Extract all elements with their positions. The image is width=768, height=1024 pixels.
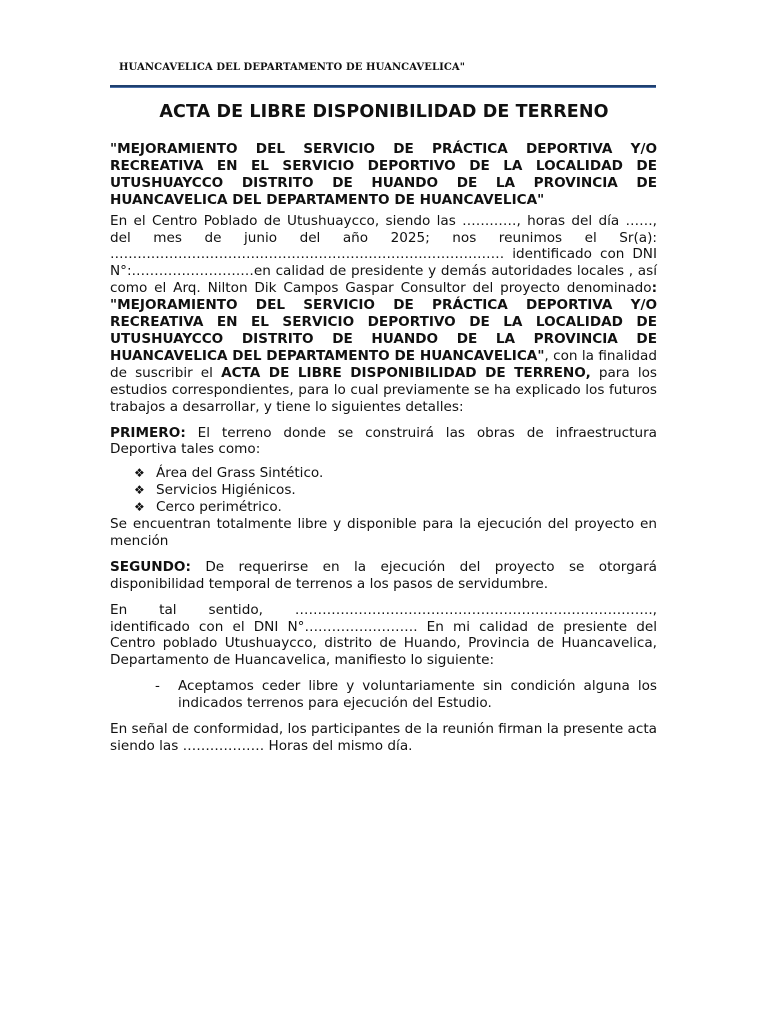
segundo-text: De requerirse en la ejecución del proyecto se otorgará disponibilidad temporal de terrenos a los pasos de servidumbre. (110, 558, 657, 592)
intro-text-2: , con la finalidad de suscribir el (110, 347, 657, 381)
primero-paragraph (110, 425, 657, 459)
list-item-text: Cerco perimétrico. (156, 499, 282, 516)
intro-text: En el Centro Poblado de Utushuaycco, siendo las …………, horas del día ……, del mes de junio del año 2025; nos reunimos el Sr(a): …………………………………………………………………………… identificado con DNI N°:………………………en calidad de presidente y demás autoridades locales , así como el Arq. Nilton Dik Campos Gaspar Consultor del proyecto denominado (110, 212, 657, 297)
segundo-paragraph (110, 559, 657, 593)
closing-paragraph: En señal de conformidad, los participantes de la reunión firman la presente acta siendo las ……………… Horas del mismo día. (110, 721, 657, 754)
document-title: ACTA DE LIBRE DISPONIBILIDAD DE TERRENO (159, 102, 609, 122)
header-divider (110, 85, 656, 87)
intro-acta-ref: ACTA DE LIBRE DISPONIBILIDAD DE TERRENO, (221, 364, 591, 381)
list-item-text: Área del Grass Sintético. (156, 465, 324, 482)
page-header: HUANCAVELICA DEL DEPARTAMENTO DE HUANCAVELICA" (119, 62, 466, 73)
diamond-bullet-icon: ❖ (134, 466, 145, 481)
declaration-paragraph: En tal sentido, ……………………………………………………………………., identificado con el DNI N°……………………. En mi calidad de presiente del Centro poblado Utushuaycco, distrito de Huando, Provincia de Huancavelica, Departamento de Huancavelica, manifiesto lo siguiente: (110, 601, 657, 669)
intro-paragraph (110, 213, 657, 416)
document-body (110, 141, 657, 755)
diamond-bullet-icon: ❖ (134, 500, 145, 515)
primero-after: Se encuentran totalmente libre y disponible para la ejecución del proyecto en mención (110, 516, 657, 549)
list-item (134, 482, 657, 499)
list-item (155, 678, 657, 712)
list-item-text: Aceptamos ceder libre y voluntariamente sin condición alguna los indicados terrenos para ejecución del Estudio. (178, 678, 657, 712)
dash-bullet-icon: - (155, 678, 160, 695)
list-item-text: Servicios Higiénicos. (156, 482, 296, 499)
intro-text-3: para los estudios correspondientes, para lo cual previamente se ha explicado los futuros trabajos a desarrollar, y tiene lo siguientes detalles: (110, 364, 657, 415)
segundo-label: SEGUNDO: (110, 558, 191, 575)
intro-colon: : (651, 280, 657, 297)
declaration-list (110, 678, 657, 712)
project-name: "MEJORAMIENTO DEL SERVICIO DE PRÁCTICA DEPORTIVA Y/O RECREATIVA EN EL SERVICIO DEPORTIVO DE LA LOCALIDAD DE UTUSHUAYCCO DISTRITO DE HUANDO DE LA PROVINCIA DE HUANCAVELICA DEL DEPARTAMENTO DE HUANCAVELICA" (110, 141, 657, 208)
infrastructure-list (110, 465, 657, 516)
primero-text: El terreno donde se construirá las obras de infraestructura Deportiva tales como: (110, 424, 657, 458)
list-item (134, 499, 657, 516)
primero-label: PRIMERO: (110, 424, 186, 441)
list-item (134, 465, 657, 482)
intro-project-ref: "MEJORAMIENTO DEL SERVICIO DE PRÁCTICA DEPORTIVA Y/O RECREATIVA EN EL SERVICIO DEPORTIVO DE LA LOCALIDAD DE UTUSHUAYCCO DISTRITO DE HUANDO DE LA PROVINCIA DE HUANCAVELICA DEL DEPARTAMENTO DE HUANCAVELICA" (110, 297, 657, 364)
diamond-bullet-icon: ❖ (134, 483, 145, 498)
